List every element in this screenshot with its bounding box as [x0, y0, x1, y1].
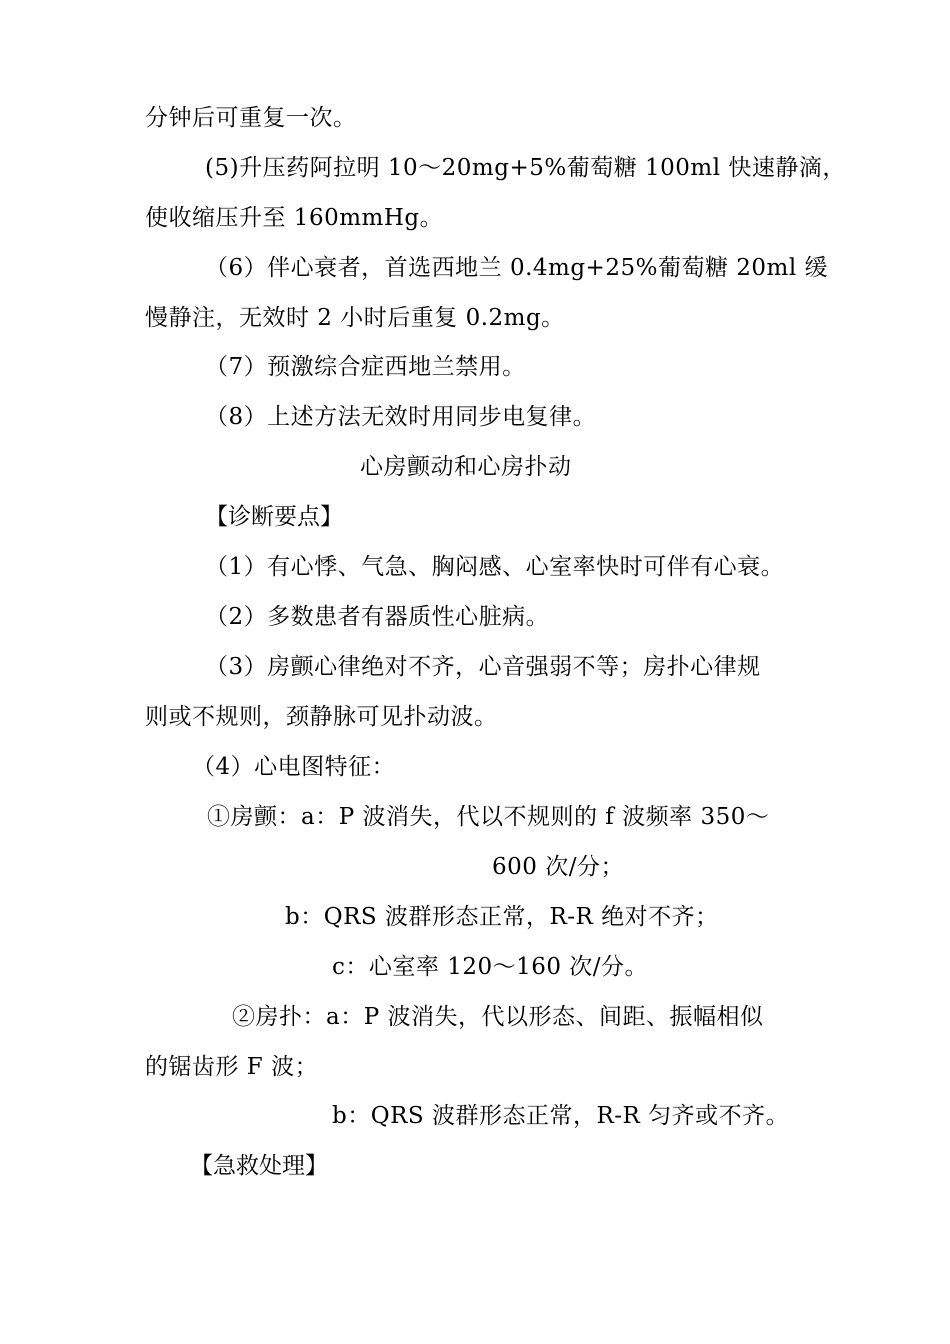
item-7: （7）预激综合症西地兰禁用。	[205, 354, 526, 380]
treatment-heading: 【急救处理】	[190, 1153, 328, 1179]
af-criterion-a: ①房颤：a：P 波消失，代以不规则的 f 波频率 350～	[207, 804, 770, 830]
diagnosis-item-4: （4）心电图特征：	[192, 754, 396, 780]
af-criterion-c: c：心室率 120～160 次/分。	[332, 954, 649, 980]
diagnosis-item-2: （2）多数患者有器质性心脏病。	[205, 604, 550, 630]
af-criterion-b: b：QRS 波群形态正常，R-R 绝对不齐；	[285, 904, 719, 930]
diagnosis-item-3-continuation: 则或不规则，颈静脉可见扑动波。	[145, 704, 498, 730]
text-line-continuation: 分钟后可重复一次。	[145, 105, 357, 131]
item-6: （6）伴心衰者，首选西地兰 0.4mg+25%葡萄糖 20ml 缓	[205, 255, 829, 281]
aflutter-criterion-a-continuation: 的锯齿形 F 波；	[145, 1054, 319, 1080]
item-5: (5)升压药阿拉明 10～20mg+5%葡萄糖 100ml 快速静滴，	[205, 155, 846, 181]
item-8: （8）上述方法无效时用同步电复律。	[205, 404, 597, 430]
diagnosis-item-3: （3）房颤心律绝对不齐，心音强弱不等；房扑心律规	[205, 654, 761, 680]
item-5-continuation: 使收缩压升至 160mmHg。	[145, 205, 444, 231]
diagnosis-item-1: （1）有心悸、气急、胸闷感、心室率快时可伴有心衰。	[205, 554, 785, 580]
aflutter-criterion-b: b：QRS 波群形态正常，R-R 匀齐或不齐。	[332, 1103, 790, 1129]
section-title: 心房颤动和心房扑动	[360, 454, 572, 480]
af-criterion-a-continuation: 600 次/分；	[492, 854, 624, 880]
item-6-continuation: 慢静注，无效时 2 小时后重复 0.2mg。	[145, 305, 565, 331]
diagnosis-heading: 【诊断要点】	[205, 504, 343, 530]
aflutter-criterion-a: ②房扑：a：P 波消失，代以形态、间距、振幅相似	[232, 1004, 764, 1030]
